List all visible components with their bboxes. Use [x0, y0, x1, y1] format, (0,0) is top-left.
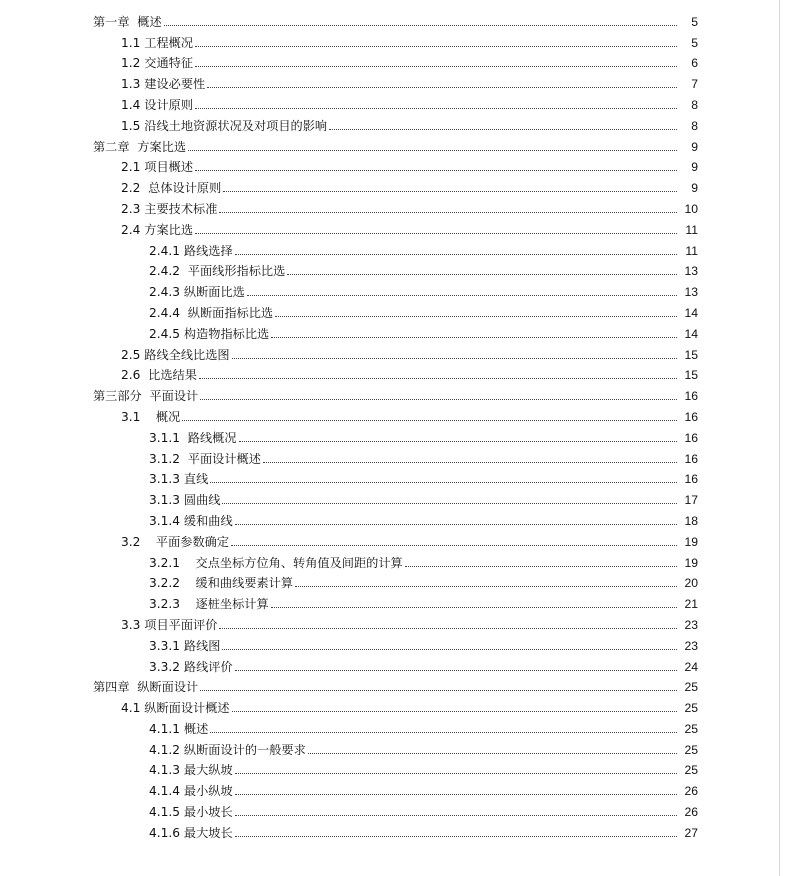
- dot-leader: [188, 149, 677, 151]
- toc-entry-title: 3.1.4 缓和曲线: [149, 513, 233, 528]
- toc-entry-title: 3.1.3 圆曲线: [149, 493, 221, 508]
- toc-entry-page-number: 25: [684, 721, 698, 736]
- dot-leader: [235, 253, 677, 255]
- toc-entry-title: 2.4.5 构造物指标比选: [149, 326, 270, 341]
- toc-entry[interactable]: [0, 798, 794, 819]
- toc-entry[interactable]: [0, 320, 794, 341]
- toc-entry-title: 1.4 设计原则: [121, 97, 194, 112]
- dot-leader: [195, 45, 677, 47]
- dot-leader: [222, 648, 677, 650]
- toc-entry-page-number: 13: [684, 285, 698, 300]
- dot-leader: [235, 814, 677, 816]
- toc-entry[interactable]: [0, 8, 794, 29]
- dot-leader: [235, 772, 677, 774]
- toc-entry-title: 3.3 项目平面评价: [121, 617, 218, 632]
- dot-leader: [200, 689, 677, 691]
- toc-entry-title: 3.2.2 缓和曲线要素计算: [149, 576, 294, 591]
- toc-entry-page-number: 27: [684, 825, 698, 840]
- toc-entry-title: 2.2 总体设计原则: [121, 181, 222, 196]
- toc-entry-title: 2.6 比选结果: [121, 368, 197, 383]
- toc-entry-page-number: 6: [691, 56, 698, 71]
- toc-entry-title: 3.3.1 路线图: [149, 638, 221, 653]
- toc-entry[interactable]: [0, 445, 794, 466]
- dot-leader: [308, 752, 677, 754]
- dot-leader: [232, 357, 677, 359]
- toc-entry-title: 第四章 纵断面设计: [93, 680, 199, 695]
- toc-entry-title: 3.3.2 路线评价: [149, 659, 233, 674]
- dot-leader: [405, 565, 677, 567]
- toc-entry-title: 2.4.2 平面线形指标比选: [149, 264, 286, 279]
- toc-entry[interactable]: [0, 154, 794, 175]
- toc-entry[interactable]: [0, 299, 794, 320]
- toc-entry[interactable]: [0, 715, 794, 736]
- dot-leader: [235, 669, 677, 671]
- toc-entry-title: 2.1 项目概述: [121, 160, 194, 175]
- toc-entry-title: 1.3 建设必要性: [121, 77, 206, 92]
- dot-leader: [275, 315, 677, 317]
- dot-leader: [239, 440, 677, 442]
- toc-entry-page-number: 9: [691, 139, 698, 154]
- dot-leader: [295, 585, 677, 587]
- toc-entry-title: 3.1.1 路线概况: [149, 430, 237, 445]
- toc-entry[interactable]: [0, 466, 794, 487]
- toc-entry-page-number: 15: [684, 347, 698, 362]
- table-of-contents: [0, 8, 794, 840]
- dot-leader: [164, 24, 677, 26]
- toc-entry[interactable]: [0, 694, 794, 715]
- toc-entry-page-number: 11: [685, 243, 698, 258]
- toc-entry-title: 4.1.6 最大坡长: [149, 825, 233, 840]
- toc-entry[interactable]: [0, 757, 794, 778]
- toc-entry[interactable]: [0, 70, 794, 91]
- dot-leader: [195, 107, 677, 109]
- toc-entry[interactable]: [0, 50, 794, 71]
- toc-entry-page-number: 8: [691, 97, 698, 112]
- toc-entry[interactable]: [0, 528, 794, 549]
- dot-leader: [195, 169, 677, 171]
- toc-entry-page-number: 23: [684, 638, 698, 653]
- dot-leader: [207, 86, 677, 88]
- toc-entry-page-number: 7: [691, 77, 698, 92]
- toc-entry-title: 4.1.1 概述: [149, 721, 209, 736]
- dot-leader: [210, 731, 677, 733]
- toc-entry-title: 2.4.4 纵断面指标比选: [149, 305, 274, 320]
- toc-entry-page-number: 25: [684, 701, 698, 716]
- toc-entry[interactable]: [0, 403, 794, 424]
- dot-leader: [271, 606, 677, 608]
- toc-entry-title: 第二章 方案比选: [93, 139, 187, 154]
- toc-entry-title: 2.4 方案比选: [121, 222, 194, 237]
- dot-leader: [235, 523, 677, 525]
- dot-leader: [195, 232, 677, 234]
- toc-entry-page-number: 14: [684, 305, 698, 320]
- dot-leader: [210, 481, 677, 483]
- toc-entry-title: 3.2.3 逐桩坐标计算: [149, 597, 269, 612]
- toc-entry[interactable]: [0, 674, 794, 695]
- toc-entry-page-number: 10: [684, 201, 698, 216]
- toc-entry-page-number: 20: [684, 576, 698, 591]
- toc-entry-page-number: 25: [684, 680, 698, 695]
- toc-entry-page-number: 25: [684, 763, 698, 778]
- toc-entry[interactable]: [0, 507, 794, 528]
- toc-entry-page-number: 19: [684, 555, 698, 570]
- dot-leader: [247, 294, 677, 296]
- toc-entry[interactable]: [0, 112, 794, 133]
- toc-entry[interactable]: [0, 91, 794, 112]
- toc-entry-page-number: 23: [684, 617, 698, 632]
- toc-entry[interactable]: [0, 424, 794, 445]
- toc-entry[interactable]: [0, 819, 794, 840]
- toc-entry[interactable]: [0, 777, 794, 798]
- toc-entry-page-number: 26: [684, 805, 698, 820]
- toc-entry[interactable]: [0, 736, 794, 757]
- toc-entry[interactable]: [0, 195, 794, 216]
- toc-entry-page-number: 16: [684, 472, 698, 487]
- toc-entry[interactable]: [0, 133, 794, 154]
- toc-entry-page-number: 26: [684, 784, 698, 799]
- toc-entry[interactable]: [0, 341, 794, 362]
- toc-entry-page-number: 16: [684, 451, 698, 466]
- toc-entry-page-number: 16: [684, 430, 698, 445]
- toc-entry[interactable]: [0, 653, 794, 674]
- toc-entry-title: 第一章 概述: [93, 14, 162, 29]
- toc-entry-title: 3.1.3 直线: [149, 472, 209, 487]
- toc-entry-page-number: 15: [684, 368, 698, 383]
- toc-entry-page-number: 19: [684, 534, 698, 549]
- dot-leader: [235, 835, 677, 837]
- toc-entry-page-number: 16: [684, 409, 698, 424]
- toc-entry[interactable]: [0, 216, 794, 237]
- dot-leader: [223, 190, 677, 192]
- toc-entry[interactable]: [0, 570, 794, 591]
- toc-entry[interactable]: [0, 632, 794, 653]
- toc-entry-title: 2.3 主要技术标准: [121, 201, 218, 216]
- toc-entry-page-number: 16: [684, 389, 698, 404]
- toc-entry-page-number: 13: [684, 264, 698, 279]
- toc-entry-title: 4.1.4 最小纵坡: [149, 784, 233, 799]
- toc-entry-title: 4.1.5 最小坡长: [149, 805, 233, 820]
- toc-entry-title: 3.1.2 平面设计概述: [149, 451, 261, 466]
- dot-leader: [182, 419, 677, 421]
- dot-leader: [222, 502, 677, 504]
- toc-entry-title: 3.2.1 交点坐标方位角、转角值及间距的计算: [149, 555, 403, 570]
- toc-entry-title: 3.1 概况: [121, 409, 181, 424]
- dot-leader: [271, 336, 677, 338]
- toc-entry[interactable]: [0, 549, 794, 570]
- toc-entry-page-number: 24: [684, 659, 698, 674]
- toc-entry[interactable]: [0, 278, 794, 299]
- toc-entry-page-number: 18: [684, 513, 698, 528]
- toc-entry-page-number: 11: [685, 222, 698, 237]
- toc-entry-page-number: 5: [691, 14, 698, 29]
- toc-entry-title: 4.1.3 最大纵坡: [149, 763, 233, 778]
- toc-entry-title: 4.1.2 纵断面设计的一般要求: [149, 742, 306, 757]
- toc-entry-page-number: 5: [691, 35, 698, 50]
- toc-entry-page-number: 9: [691, 160, 698, 175]
- toc-entry[interactable]: [0, 382, 794, 403]
- dot-leader: [219, 627, 677, 629]
- dot-leader: [287, 273, 677, 275]
- toc-entry-title: 1.5 沿线土地资源状况及对项目的影响: [121, 118, 328, 133]
- toc-entry-title: 2.4.3 纵断面比选: [149, 285, 245, 300]
- toc-entry-page-number: 14: [684, 326, 698, 341]
- dot-leader: [195, 65, 677, 67]
- toc-entry-title: 2.5 路线全线比选图: [121, 347, 230, 362]
- toc-entry[interactable]: [0, 174, 794, 195]
- toc-entry-page-number: 8: [691, 118, 698, 133]
- dot-leader: [231, 544, 677, 546]
- toc-entry-title: 4.1 纵断面设计概述: [121, 701, 230, 716]
- dot-leader: [199, 377, 677, 379]
- toc-entry-page-number: 21: [684, 597, 698, 612]
- toc-entry[interactable]: [0, 237, 794, 258]
- toc-entry-title: 2.4.1 路线选择: [149, 243, 233, 258]
- dot-leader: [232, 710, 677, 712]
- toc-entry-page-number: 9: [691, 181, 698, 196]
- toc-entry[interactable]: [0, 362, 794, 383]
- toc-entry-page-number: 17: [684, 493, 698, 508]
- dot-leader: [235, 793, 677, 795]
- dot-leader: [219, 211, 677, 213]
- toc-entry[interactable]: [0, 486, 794, 507]
- toc-entry-title: 1.2 交通特征: [121, 56, 194, 71]
- toc-entry[interactable]: [0, 29, 794, 50]
- toc-entry[interactable]: [0, 590, 794, 611]
- toc-entry-page-number: 25: [684, 742, 698, 757]
- toc-entry-title: 1.1 工程概况: [121, 35, 194, 50]
- toc-entry-title: 3.2 平面参数确定: [121, 534, 230, 549]
- toc-entry[interactable]: [0, 258, 794, 279]
- toc-entry[interactable]: [0, 611, 794, 632]
- dot-leader: [200, 398, 677, 400]
- toc-entry-title: 第三部分 平面设计: [93, 389, 199, 404]
- dot-leader: [263, 461, 677, 463]
- dot-leader: [329, 128, 677, 130]
